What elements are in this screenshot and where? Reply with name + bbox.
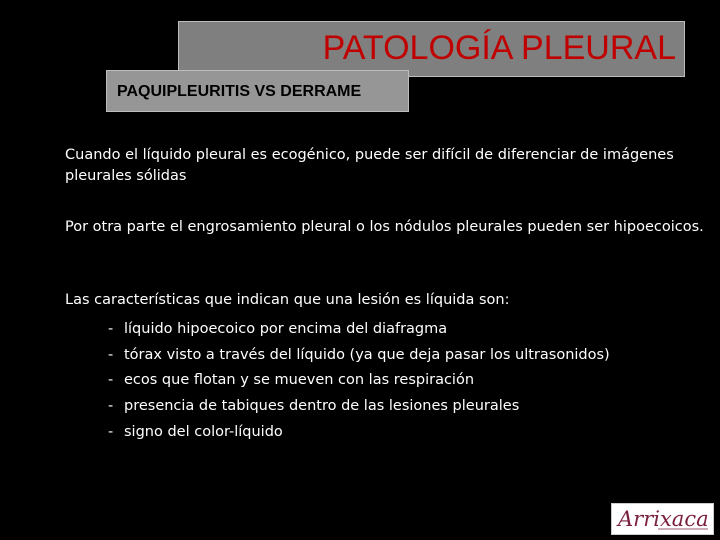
list-item [108, 344, 610, 370]
list-item [108, 318, 610, 344]
paragraph-fluid-characteristics: Las características que indican que una lesión es líquida son: [65, 292, 510, 308]
subtitle-banner [106, 70, 409, 112]
list-item-text: tórax visto a través del líquido (ya que deja pasar los ultrasonidos) [124, 346, 610, 363]
slide-subtitle: PAQUIPLEURITIS VS DERRAME [117, 83, 362, 100]
characteristics-list [108, 318, 610, 446]
list-item-text: líquido hipoecoico por encima del diafragma [124, 321, 448, 337]
dash-marker: - [108, 346, 114, 363]
dash-marker: - [108, 398, 114, 415]
list-item-text: signo del color-líquido [124, 423, 283, 440]
logo-wordmark: Arrixaca [618, 507, 709, 531]
paragraph-pleural-thickening: Por otra parte el engrosamiento pleural o los nódulos pleurales pueden ser hipoecoicos. [65, 219, 704, 235]
list-item-text: ecos que flotan y se mueven con las respiración [124, 372, 475, 389]
dash-marker: - [108, 321, 114, 337]
list-item [108, 395, 610, 421]
slide-title: PATOLOGÍA PLEURAL [322, 29, 676, 67]
dash-marker: - [108, 372, 114, 389]
list-item-text: presencia de tabiques dentro de las lesiones pleurales [124, 398, 520, 415]
arrixaca-logo [611, 503, 714, 535]
list-item [108, 421, 610, 447]
dash-marker: - [108, 423, 114, 440]
list-item [108, 369, 610, 395]
paragraph-ecogenic-fluid: Cuando el líquido pleural es ecogénico, puede ser difícil de diferenciar de imágenes pleurales sólidas [65, 147, 674, 184]
title-banner [178, 21, 685, 77]
